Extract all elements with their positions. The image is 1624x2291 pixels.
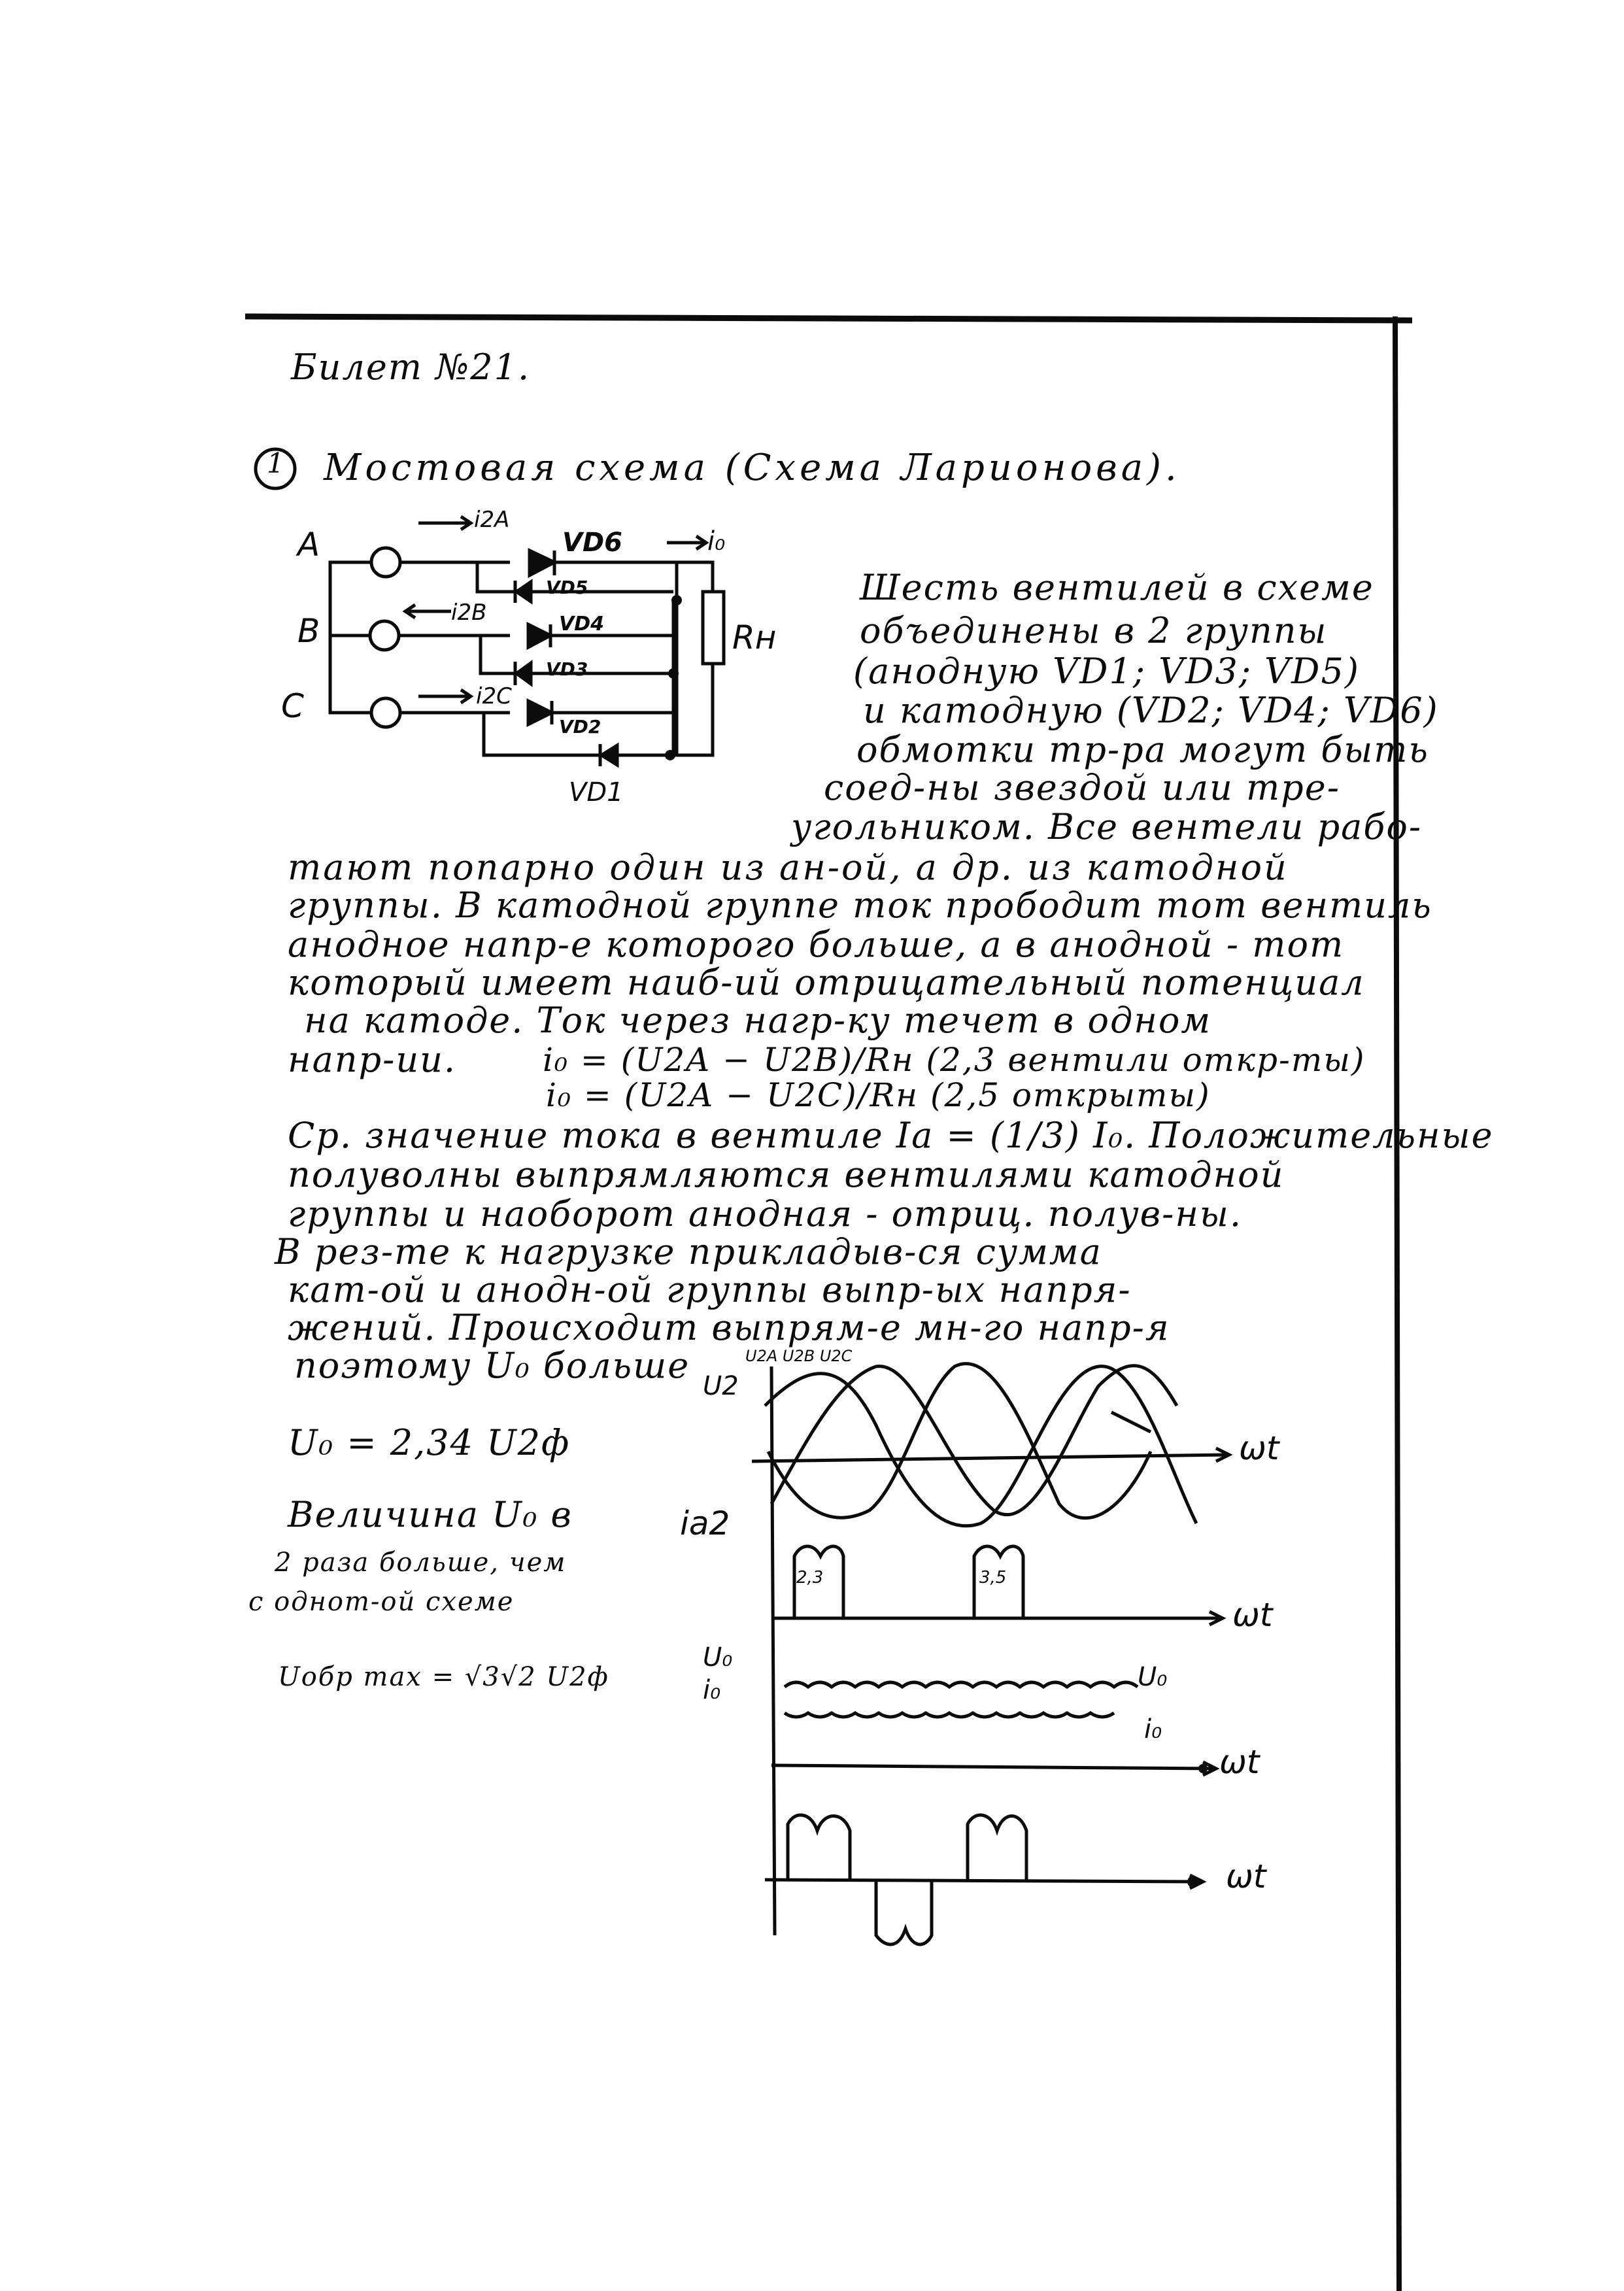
body-line-13: напр-ии. [288, 1039, 457, 1080]
section-title: Мостовая схема (Схема Ларионова). [324, 447, 1181, 489]
axis-label-2: ωt [1232, 1596, 1273, 1634]
body-line-22: поэтому U₀ больше [294, 1345, 690, 1386]
magnitude-note-2: 2 раза больше, чем [275, 1548, 567, 1578]
current-label-a: i2A [474, 507, 510, 533]
source-a [371, 548, 400, 577]
ticket-title: Билет №21. [291, 347, 531, 388]
phase-label-b: B [297, 612, 320, 650]
output-current-label: i₀ [707, 526, 726, 556]
load-label: Rн [732, 619, 777, 656]
axis-label-3: ωt [1219, 1743, 1260, 1781]
u-axis-label: U₀ [703, 1642, 733, 1672]
valve-vd1: VD1 [569, 777, 624, 807]
body-line-7: угольником. Все вентели рабо- [791, 806, 1423, 847]
body-line-11: который имеет наиб-ий отрицательный потенциал [288, 962, 1365, 1003]
body-line-17: полуволны выпрямляются вентилями катодной [288, 1154, 1285, 1195]
body-line-20: кат-ой и анодн-ой группы выпр-ых напря- [288, 1269, 1132, 1310]
source-c [371, 698, 400, 727]
right-margin-rule [1395, 316, 1399, 2291]
body-line-1: Шесть вентилей в схеме [860, 567, 1374, 608]
phase-label-c: C [281, 687, 304, 725]
graph-top-ylabel: U2 [703, 1371, 739, 1401]
ia-label: ia2 [680, 1504, 730, 1542]
valve-vd3: VD3 [546, 658, 588, 680]
body-line-19: В рез-те к нагрузке прикладыв-ся сумма [275, 1231, 1102, 1272]
valve-vd6: VD6 [562, 528, 622, 558]
body-line-18: группы и наоборот анодная - отриц. полув-ны. [288, 1193, 1243, 1234]
formula-u0: U₀ = 2,34 U2ф [288, 1422, 571, 1463]
top-rule [245, 316, 1412, 320]
body-line-5: обмотки тр-ра могут быть [856, 729, 1429, 770]
current-label-c: i2C [476, 683, 512, 709]
body-line-10: анодное напр-е которого больше, а в анодной - тот [288, 924, 1345, 965]
body-line-9: группы. В катодной группе ток прободит тот вентиль [288, 885, 1432, 926]
pulse-mark-1: 2,3 [796, 1568, 824, 1587]
source-b [370, 621, 399, 650]
body-line-8: тают попарно один из ан-ой, а др. из катодной [288, 847, 1289, 888]
body-line-16: Ср. значение тока в вентиле Iа = (1/3) I₀. Положительные [288, 1115, 1494, 1156]
magnitude-note-3: с однот-ой схеме [248, 1587, 515, 1617]
valve-vd5: VD5 [546, 577, 588, 598]
formula-line-2: i₀ = (U2A − U2C)/Rн (2,5 открыты) [546, 1076, 1211, 1114]
valve-vd2: VD2 [559, 716, 601, 738]
section-number: 1 [267, 447, 286, 479]
phase-label-a: A [297, 526, 320, 564]
reverse-voltage-note: Uобр max = √3√2 U2ф [278, 1662, 609, 1692]
current-label-b: i2B [451, 600, 487, 626]
body-line-12: на катоде. Ток через нагр-ку течет в одном [304, 1000, 1212, 1041]
formula-line-1: i₀ = (U2A − U2B)/Rн (2,3 вентили откр-ты) [543, 1041, 1366, 1079]
axis-label-4: ωt [1226, 1858, 1266, 1895]
body-line-4: и катодную (VD2; VD4; VD6) [863, 690, 1439, 731]
u0-curve-tag: U₀ [1138, 1662, 1168, 1692]
bridge-circuit [330, 517, 724, 766]
axis-label-1: ωt [1239, 1429, 1279, 1467]
body-line-3: (анодную VD1; VD3; VD5) [853, 651, 1360, 692]
graph-top-series: U2A U2B U2C [745, 1347, 853, 1365]
i0-curve-tag: i₀ [1144, 1714, 1162, 1744]
magnitude-note-1: Величина U₀ в [288, 1494, 573, 1535]
body-line-2: объединены в 2 группы [860, 610, 1328, 651]
i-axis-label: i₀ [703, 1675, 721, 1705]
body-line-21: жений. Происходит выпрям-е мн-го напр-я [288, 1307, 1170, 1348]
valve-vd4: VD4 [559, 613, 604, 636]
body-line-6: соед-ны звездой или тре- [824, 767, 1340, 808]
graphs [752, 1364, 1229, 1944]
pulse-mark-2: 3,5 [979, 1568, 1007, 1587]
